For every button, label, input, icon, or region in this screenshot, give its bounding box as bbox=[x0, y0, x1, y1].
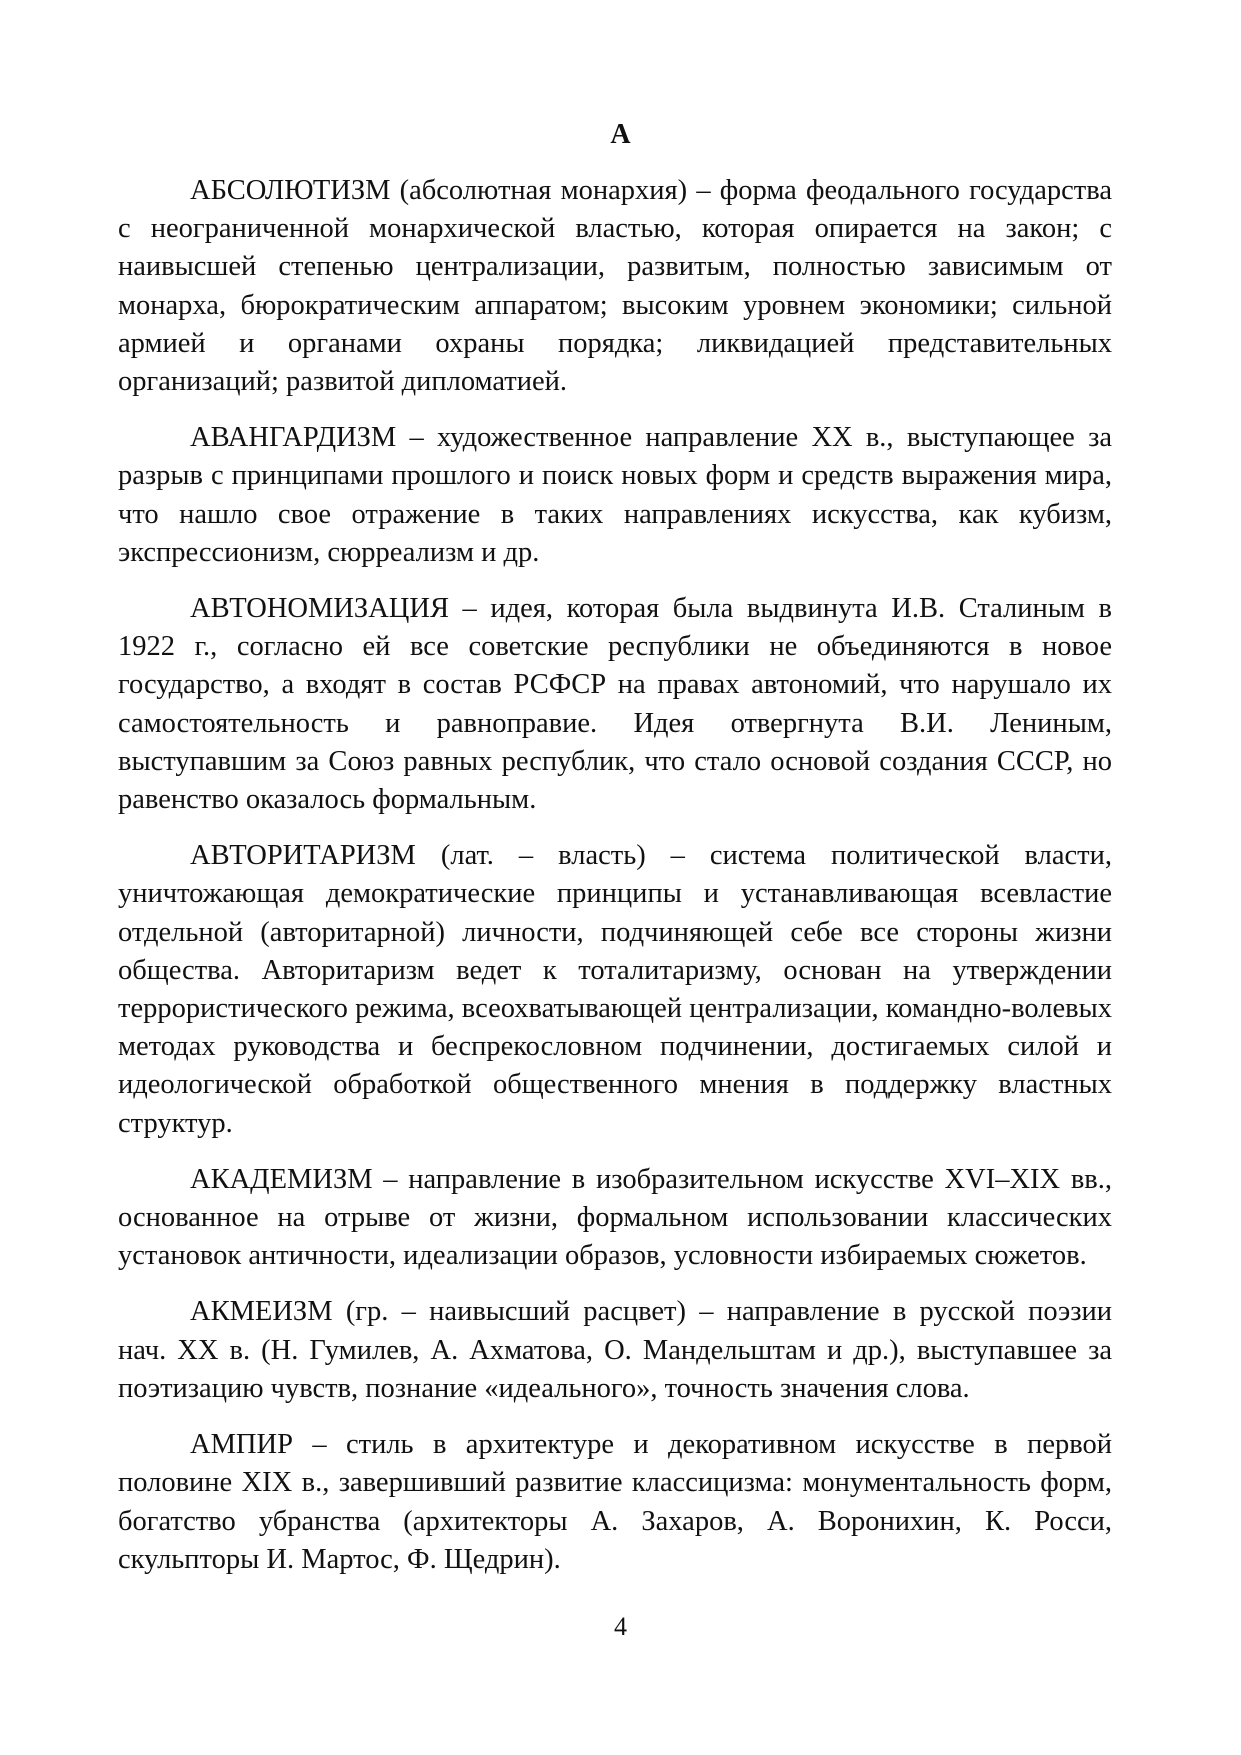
glossary-entry-absolutism bbox=[118, 172, 1112, 401]
glossary-body bbox=[118, 172, 1112, 1597]
glossary-entry-empire bbox=[118, 1426, 1112, 1579]
glossary-entry-autonomization bbox=[118, 590, 1112, 819]
entry-term: АКАДЕМИЗМ bbox=[190, 1163, 373, 1195]
entry-term: АМПИР bbox=[190, 1429, 293, 1461]
entry-term: АКМЕИЗМ bbox=[190, 1296, 333, 1328]
entry-definition: – стиль в архитектуре и декоративном искусстве в первой половине XIX в., завершивший развитие классицизма: монументальность форм, богатство убранства (архитекторы А. Захаров, А. Воронихин, К. Росси, скульпторы И. Мартос, Ф. Щедрин). bbox=[118, 1429, 1112, 1575]
entry-definition: – художественное направление XX в., выступающее за разрыв с принципами прошлого и поиск новых форм и средств выражения мира, что нашло свое отражение в таких направлениях искусства, как кубизм, экспрессионизм, сюрреализм и др. bbox=[118, 422, 1112, 568]
entry-definition: (абсолютная монархия) – форма феодального государства с неограниченной монархической властью, которая опирается на закон; с наивысшей степенью централизации, развитым, полностью зависимым от монарха, бюрократическим аппаратом; высоким уровнем экономики; сильной армией и органами охраны порядка; ликвидацией представительных организаций; развитой дипломатией. bbox=[118, 175, 1112, 398]
glossary-entry-authoritarianism bbox=[118, 837, 1112, 1143]
entry-term: АВТОНОМИЗАЦИЯ bbox=[190, 593, 449, 625]
glossary-entry-avant-garde bbox=[118, 419, 1112, 572]
entry-definition: – направление в изобразительном искусстве XVI–XIX вв., основанное на отрыве от жизни, формальном использовании классических установок античности, идеализации образов, условности избираемых сюжетов. bbox=[118, 1163, 1112, 1272]
page-number: 4 bbox=[614, 1612, 627, 1641]
entry-definition: (лат. – власть) – система политической власти, уничтожающая демократические принципы и устанавливающая всевластие отдельной (авторитарной) личности, подчиняющей себе все стороны жизни общества. Авторитаризм ведет к тоталитаризму, основан на утверждении террористического режима, всеохватывающей централизации, командно-волевых методах руководства и беспрекословном подчинении, достигаемых силой и идеологической обработкой общественного мнения в поддержку властных структур. bbox=[118, 840, 1112, 1139]
glossary-entry-acmeism bbox=[118, 1293, 1112, 1408]
entry-term: АВАНГАРДИЗМ bbox=[190, 422, 397, 454]
entry-term: АВТОРИТАРИЗМ bbox=[190, 840, 416, 872]
entry-definition: (гр. – наивысший расцвет) – направление в русской поэзии нач. XX в. (Н. Гумилев, А. Ахматова, О. Мандельштам и др.), выступавшее за поэтизацию чувств, познание «идеального», точность значения слова. bbox=[118, 1296, 1112, 1404]
entry-term: АБСОЛЮТИЗМ bbox=[190, 175, 391, 206]
entry-definition: – идея, которая была выдвинута И.В. Сталиным в 1922 г., согласно ей все советские республики не объединяются в новое государство, а входят в состав РСФСР на правах автономий, что нарушало их самостоятельность и равноправие. Идея отвергнута В.И. Лениным, выступавшим за Союз равных республик, что стало основой создания СССР, но равенство оказалось формальным. bbox=[118, 593, 1112, 816]
glossary-entry-academism bbox=[118, 1161, 1112, 1276]
section-heading: А bbox=[610, 119, 631, 150]
